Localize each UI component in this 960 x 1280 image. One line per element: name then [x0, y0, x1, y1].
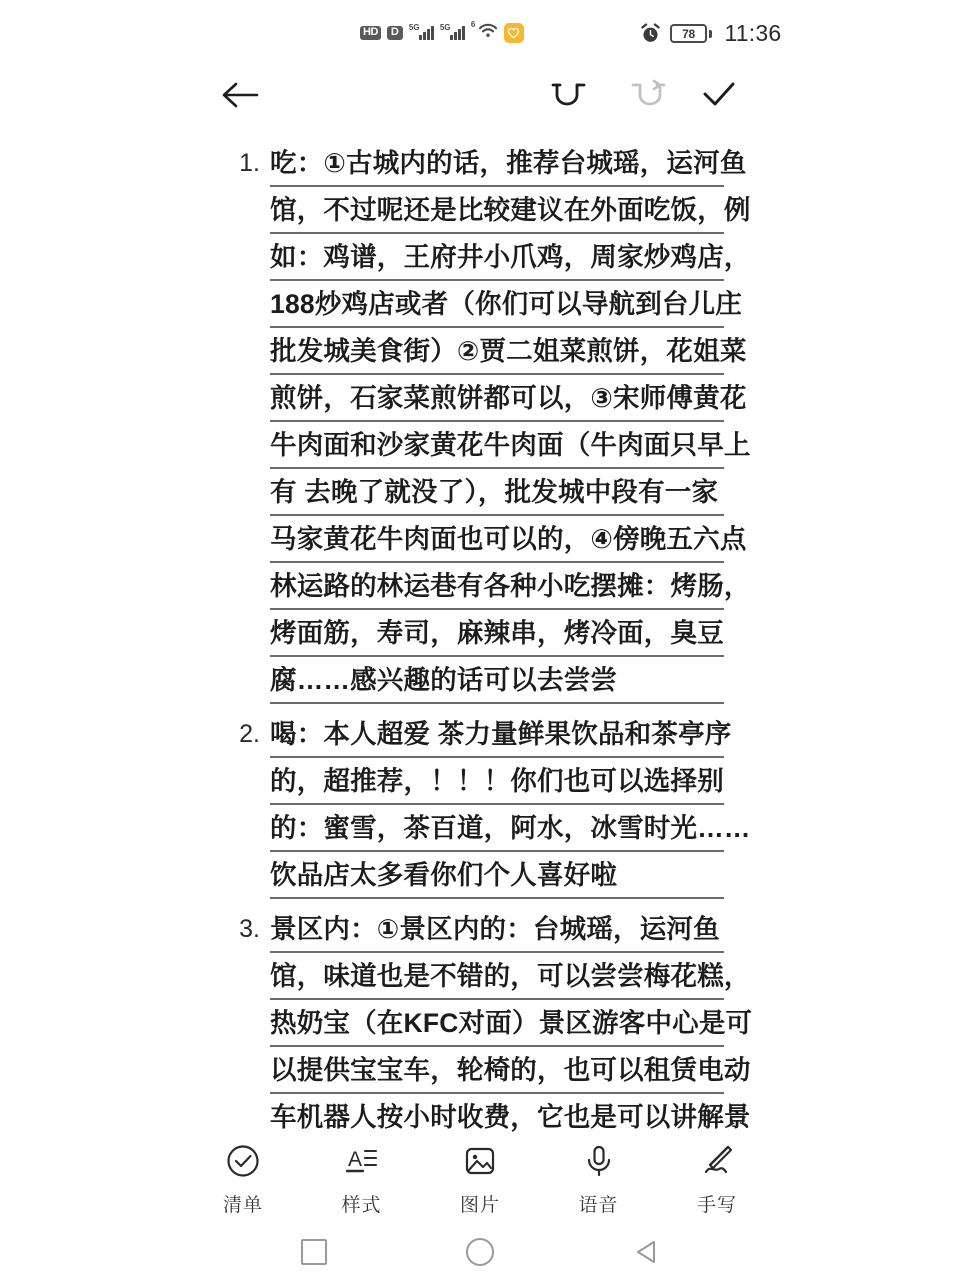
image-icon — [460, 1141, 500, 1181]
status-bar-clock: 11:36 — [724, 20, 782, 46]
note-text-line: 188炒鸡店或者（你们可以导航到台儿庄 — [270, 281, 724, 328]
list-item-marker: 2. — [239, 720, 260, 748]
network-type-label-sim2: 5G — [439, 22, 451, 32]
note-text-line: 有 去晚了就没了），批发城中段有一家 — [270, 469, 724, 516]
note-text-line: 烤面筋，寿司，麻辣串，烤冷面，臭豆 — [270, 610, 724, 657]
system-back-button[interactable] — [618, 1229, 674, 1275]
battery-cap — [709, 30, 712, 38]
signal-strength-sim2-icon — [439, 22, 465, 40]
note-list-item[interactable] — [0, 140, 960, 704]
note-ordered-list — [0, 140, 960, 1134]
signal-bar — [458, 29, 461, 40]
signal-bar — [419, 35, 422, 40]
note-text-line: 煎饼，石家菜煎饼都可以，③宋师傅黄花 — [270, 375, 724, 422]
circle-home-icon — [466, 1238, 494, 1266]
note-text-line: 的，超推荐，！！！你们也可以选择别 — [270, 758, 724, 805]
note-text-line: 腐……感兴趣的话可以去尝尝 — [270, 657, 724, 704]
note-text-line: 馆，不过呢还是比较建议在外面吃饭，例 — [270, 187, 724, 234]
status-bar-right-icons — [640, 20, 781, 47]
note-text-line: 马家黄花牛肉面也可以的，④傍晚五六点 — [270, 516, 724, 563]
toolbar-item-label: 手写 — [696, 1195, 737, 1216]
list-item-text[interactable] — [270, 711, 751, 899]
toolbar-item-label: 语音 — [578, 1195, 619, 1216]
note-text-line: 吃：①古城内的话，推荐台城瑶，运河鱼 — [270, 140, 724, 187]
list-item-text[interactable] — [270, 906, 753, 1134]
note-text-line: 车机器人按小时收费，它也是可以讲解景 — [270, 1094, 724, 1134]
toolbar-item-handwriting[interactable] — [679, 1141, 755, 1217]
note-text-line: 景区内：①景区内的：台城瑶，运河鱼 — [270, 906, 724, 953]
note-list-item[interactable] — [0, 906, 960, 1134]
note-text-line: 如：鸡谱，王府井小爪鸡，周家炒鸡店， — [270, 234, 724, 281]
note-text-line: 热奶宝（在KFC对面）景区游客中心是可 — [270, 1000, 724, 1047]
wifi-glyph — [478, 22, 498, 38]
list-item-marker: 1. — [239, 149, 260, 177]
note-text-line: 以提供宝宝车，轮椅的，也可以租赁电动 — [270, 1047, 724, 1094]
android-navigation-bar — [0, 1224, 960, 1280]
shield-heart-icon — [504, 23, 524, 43]
status-bar-left-icons — [360, 22, 524, 43]
note-text-line: 喝：本人超爱 茶力量鲜果饮品和茶亭序 — [270, 711, 724, 758]
redo-button[interactable] — [615, 64, 677, 126]
note-text-line: 批发城美食街）②贾二姐菜煎饼，花姐菜 — [270, 328, 724, 375]
undo-button[interactable] — [540, 64, 602, 126]
toolbar-item-style[interactable] — [324, 1141, 400, 1217]
text-style-icon — [342, 1141, 382, 1181]
signal-bar — [431, 26, 434, 40]
wifi-generation-label: 6 — [470, 20, 476, 29]
note-list-item[interactable] — [0, 711, 960, 899]
signal-bar — [423, 32, 426, 40]
signal-bar — [462, 26, 465, 40]
toolbar-item-label: 清单 — [222, 1195, 263, 1216]
status-bar — [0, 0, 960, 64]
network-type-label-sim1: 5G — [408, 22, 420, 32]
signal-bar — [450, 35, 453, 40]
note-text-line: 馆，味道也是不错的，可以尝尝梅花糕， — [270, 953, 724, 1000]
toolbar-item-image[interactable] — [442, 1141, 518, 1217]
note-text-line: 饮品店太多看你们个人喜好啦 — [270, 852, 724, 899]
microphone-icon — [579, 1141, 619, 1181]
hd-badge-icon: HD — [360, 26, 381, 40]
note-text-line: 牛肉面和沙家黄花牛肉面（牛肉面只早上 — [270, 422, 724, 469]
battery-icon — [670, 24, 712, 43]
square-recents-icon — [301, 1239, 327, 1265]
recents-button[interactable] — [286, 1229, 342, 1275]
alarm-clock-icon — [640, 23, 661, 44]
toolbar-item-checklist[interactable] — [205, 1141, 281, 1217]
undo-icon — [551, 79, 591, 111]
battery-level-label: 78 — [682, 26, 695, 41]
note-text-line: 的：蜜雪，茶百道，阿水，冰雪时光…… — [270, 805, 724, 852]
svg-text:A: A — [347, 1148, 362, 1171]
toolbar-item-label: 样式 — [341, 1195, 382, 1216]
battery-body — [670, 24, 707, 43]
list-item-marker: 3. — [239, 915, 260, 943]
check-icon — [699, 79, 739, 111]
signal-bar — [454, 32, 457, 40]
confirm-button[interactable] — [688, 64, 750, 126]
signal-bar — [427, 29, 430, 40]
note-content-area[interactable] — [0, 140, 960, 1134]
note-text-line: 林运路的林运巷有各种小吃摆摊：烤肠， — [270, 563, 724, 610]
list-item-text[interactable] — [270, 140, 751, 704]
back-button[interactable] — [209, 64, 271, 126]
arrow-left-icon — [219, 77, 261, 113]
shield-heart-glyph — [507, 26, 520, 39]
dual-sim-badge-icon: D — [387, 26, 403, 40]
top-toolbar — [0, 64, 960, 132]
checklist-circle-icon — [223, 1141, 263, 1181]
wifi-icon — [471, 22, 498, 43]
pen-handwriting-icon — [697, 1141, 737, 1181]
triangle-back-icon — [633, 1238, 659, 1266]
bottom-toolbar — [0, 1134, 960, 1224]
signal-strength-sim1-icon — [408, 22, 434, 40]
toolbar-item-voice[interactable] — [561, 1141, 637, 1217]
redo-icon — [626, 79, 666, 111]
home-button[interactable] — [452, 1229, 508, 1275]
toolbar-item-label: 图片 — [459, 1195, 500, 1216]
